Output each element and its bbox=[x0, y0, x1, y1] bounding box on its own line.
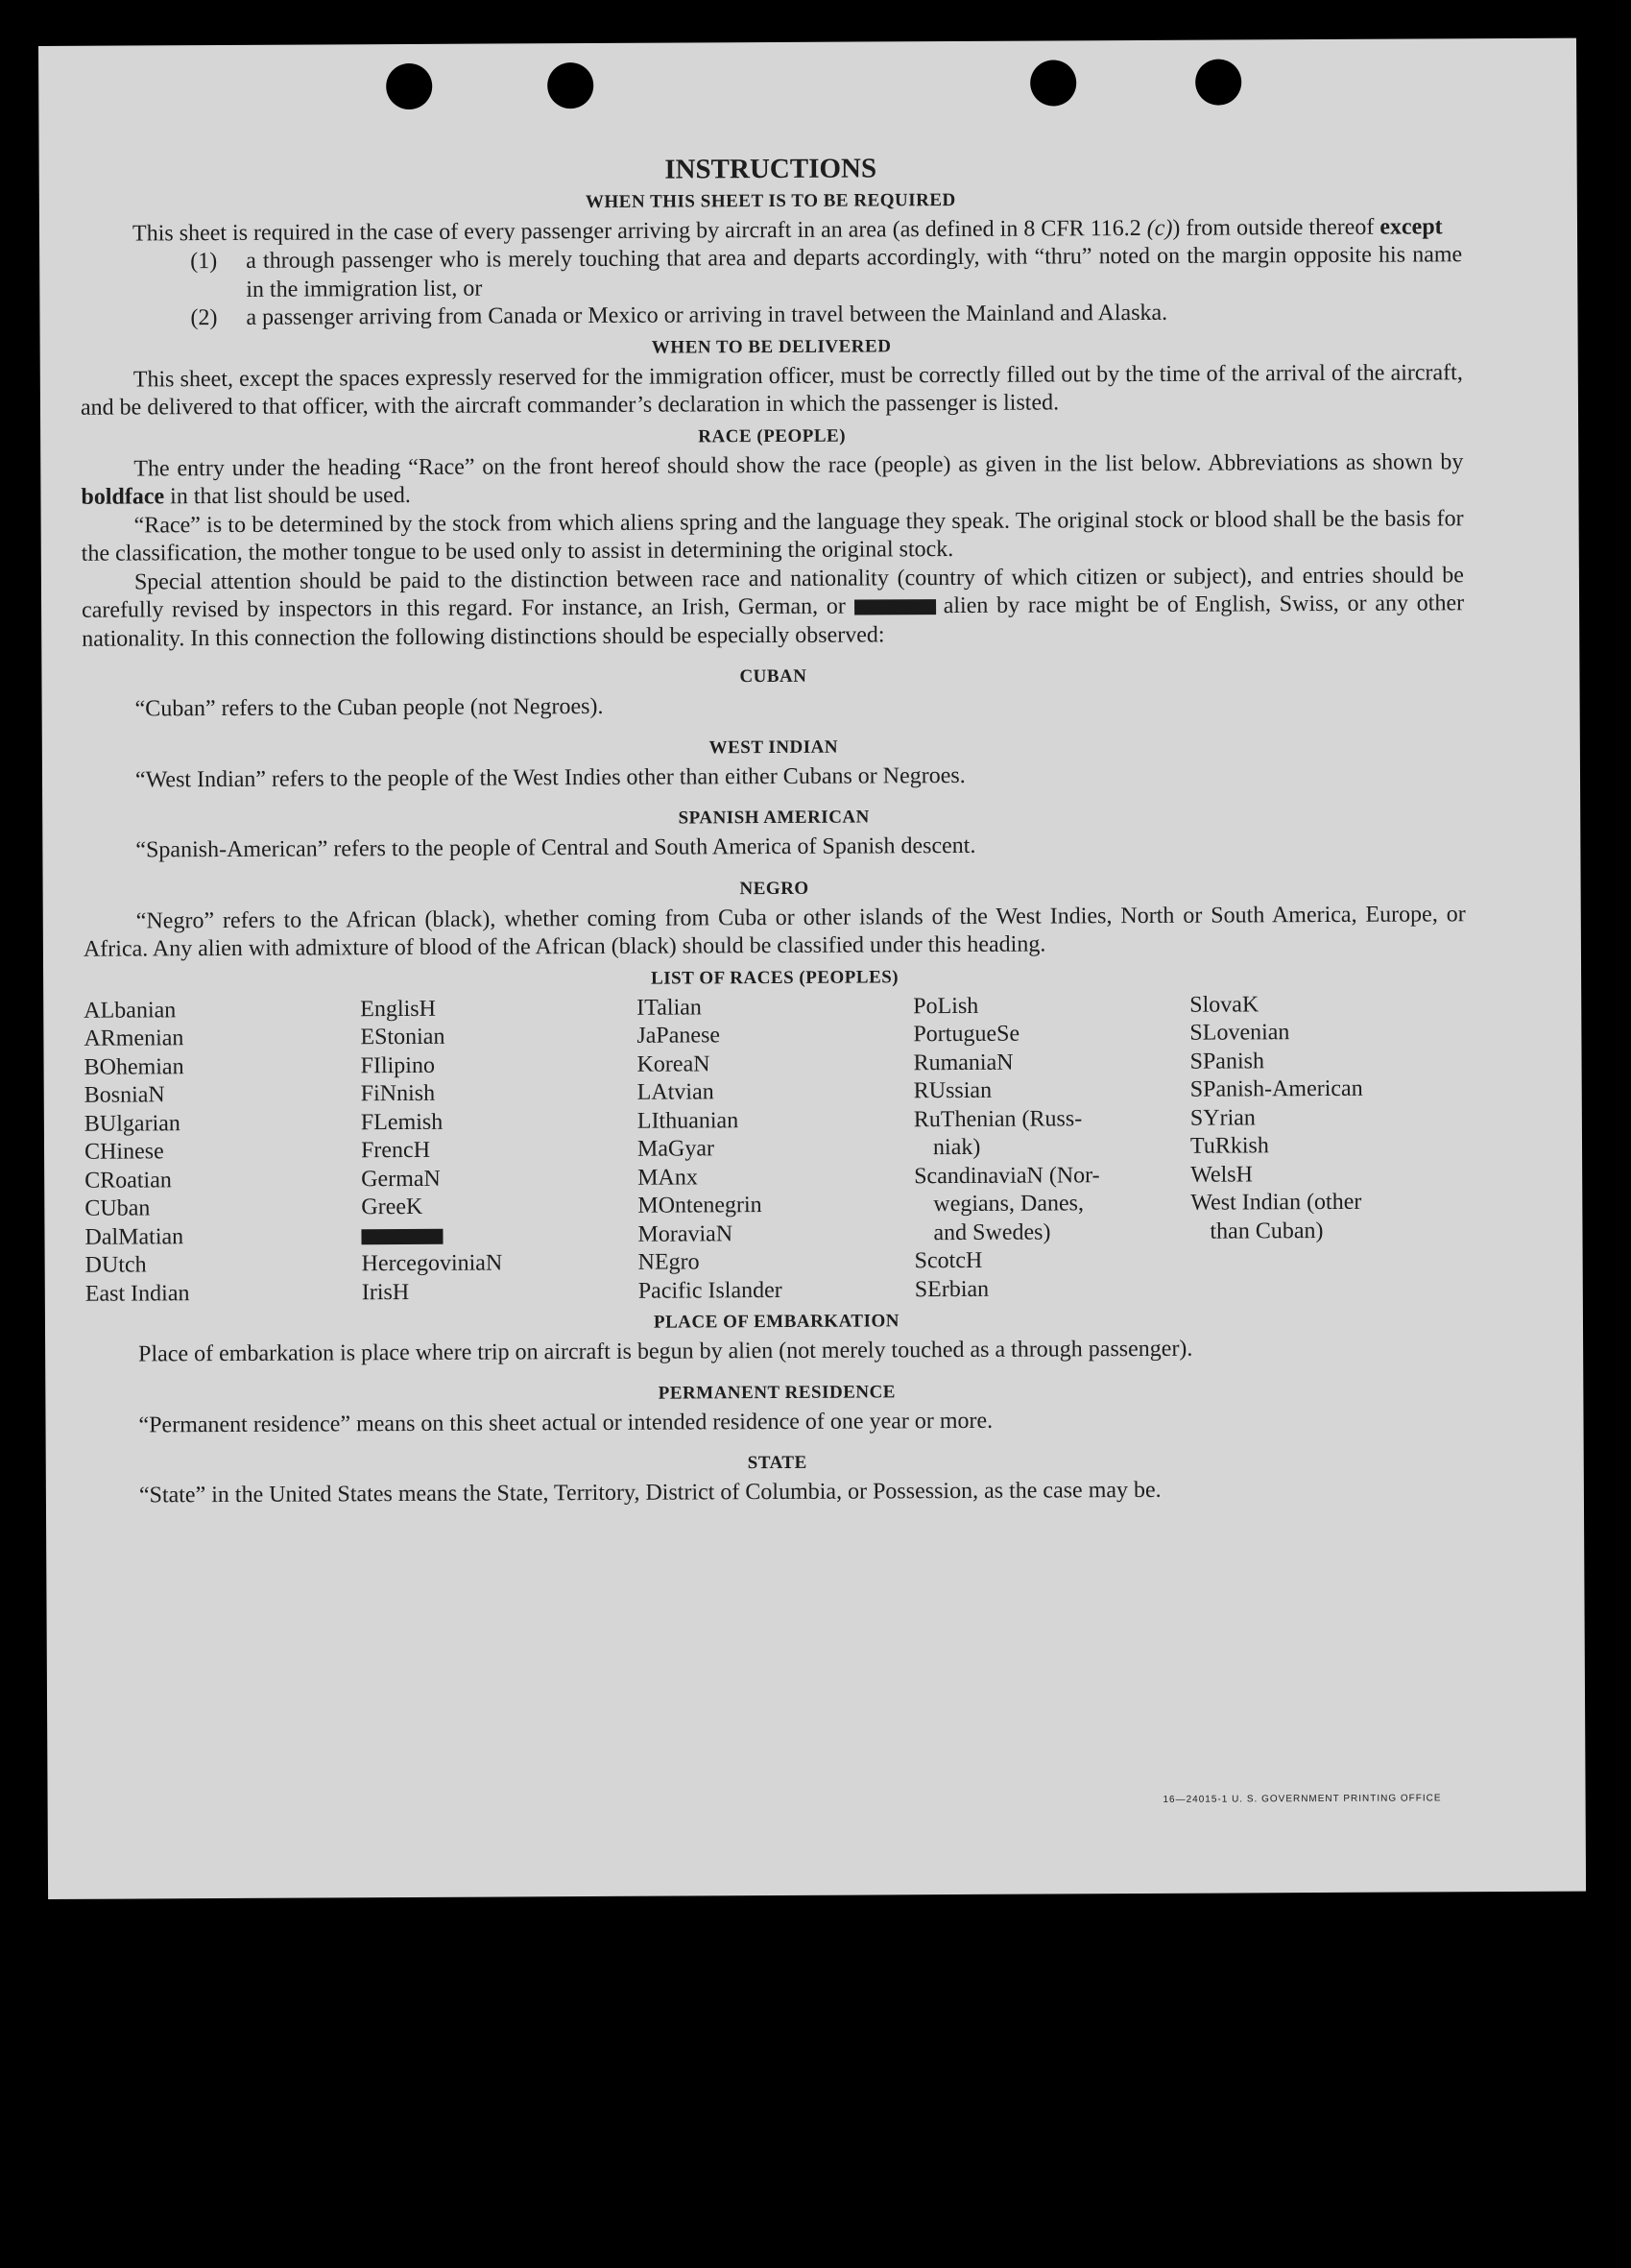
race-paragraph-2: “Race” is to be determined by the stock from which aliens spring and the language they speak. The original stock or blood shall be the basis for the classification, the mother tongue to be used only to assist in determining the original stock. bbox=[81, 505, 1464, 567]
race-column-5 bbox=[1189, 990, 1468, 1303]
race-entry: CUban bbox=[84, 1195, 151, 1221]
redaction-mark bbox=[361, 1228, 443, 1243]
heading-when-delivered: WHEN TO BE DELIVERED bbox=[651, 335, 892, 358]
punch-hole-3 bbox=[1030, 60, 1076, 106]
punch-hole-1 bbox=[386, 63, 432, 109]
heading-spanish-american: SPANISH AMERICAN bbox=[678, 807, 870, 829]
race-entry: PortugueSe bbox=[913, 1021, 1020, 1048]
heading-cuban: CUBAN bbox=[739, 665, 807, 688]
exception-item-2 bbox=[80, 298, 1462, 333]
heading-permanent-residence: PERMANENT RESIDENCE bbox=[658, 1381, 897, 1404]
heading-race: RACE (PEOPLE) bbox=[698, 425, 847, 446]
race-entry: MOntenegrin bbox=[637, 1193, 762, 1218]
race-paragraph-3: Special attention should be paid to the distinction between race and nationality (country of which citizen or subject), and entries should be carefully revised by inspectors in this regard. For instance, an Irish, German, or alien by race might be of English, Swiss, or any other nationality. In this connection the following distinctions should be especially observed: bbox=[82, 562, 1465, 652]
race-entry: MoraviaN bbox=[637, 1220, 733, 1247]
race-entry: West Indian (other than Cuban) bbox=[1190, 1189, 1362, 1244]
race-entry: FLemish bbox=[360, 1109, 444, 1135]
race-entry: FiNnish bbox=[360, 1080, 436, 1107]
race-entry: NEgro bbox=[637, 1249, 700, 1275]
west-indian-text: “West Indian” refers to the people of the West Indies other than either Cubans or Negroes. bbox=[134, 762, 966, 792]
race-entry: CRoatian bbox=[84, 1167, 172, 1194]
race-entry: DUtch bbox=[84, 1252, 147, 1278]
race-entry: BOhemian bbox=[84, 1053, 184, 1080]
race-entry: SPanish bbox=[1189, 1048, 1264, 1074]
heading-list-of-races: LIST OF RACES (PEOPLES) bbox=[651, 966, 899, 989]
race-entry: WelsH bbox=[1190, 1161, 1253, 1188]
race-paragraph-1: The entry under the heading “Race” on the front hereof should show the race (people) as given in the list below. Abbreviations as shown by boldface in that list should be used. bbox=[81, 448, 1464, 510]
race-entry: GermaN bbox=[361, 1166, 441, 1192]
race-entry: SlovaK bbox=[1189, 991, 1259, 1018]
race-entry: ITalian bbox=[636, 994, 702, 1021]
race-column-4 bbox=[913, 991, 1191, 1304]
embarkation-text: Place of embarkation is place where trip on aircraft is begun by alien (not merely touched as a through passenger). bbox=[138, 1336, 1193, 1367]
cuban-text: “Cuban” refers to the Cuban people (not Negroes). bbox=[134, 693, 604, 722]
punch-hole-2 bbox=[547, 62, 593, 109]
race-entry: HercegoviniaN bbox=[361, 1250, 503, 1277]
when-required-intro: This sheet is required in the case of every passenger arriving by aircraft in an area (as defined in 8 CFR 116.2 (c)) from outside thereof except bbox=[132, 213, 1443, 246]
race-entry: MaGyar bbox=[636, 1136, 715, 1162]
race-entry: SLovenian bbox=[1189, 1020, 1290, 1046]
race-entry: ALbanian bbox=[84, 997, 177, 1024]
heading-state: STATE bbox=[747, 1452, 807, 1474]
race-entry: FrencH bbox=[360, 1137, 431, 1164]
race-column-1 bbox=[84, 996, 362, 1309]
race-entry: GreeK bbox=[361, 1194, 423, 1220]
race-entry: ScandinaviaN (Nor- wegians, Danes, and Swedes) bbox=[914, 1162, 1100, 1245]
race-entry: MAnx bbox=[637, 1164, 698, 1191]
when-delivered-text: This sheet, except the spaces expressly reserved for the immigration officer, must be correctly filled out by the time of the arrival of the aircraft, and be delivered to that officer, with the aircraft commander’s declaration in which the passenger is listed. bbox=[80, 359, 1463, 421]
exception-number: (1) bbox=[190, 249, 218, 275]
race-entry: RumaniaN bbox=[913, 1050, 1014, 1075]
race-entry: EStonian bbox=[360, 1024, 445, 1050]
printing-office-footer: 16—24015-1 U. S. GOVERNMENT PRINTING OFFICE bbox=[1163, 1793, 1442, 1805]
race-entry: BUlgarian bbox=[84, 1110, 180, 1137]
race-entry bbox=[361, 1220, 637, 1250]
race-entry: SErbian bbox=[914, 1276, 990, 1302]
race-entry: PoLish bbox=[913, 993, 979, 1019]
race-entry: RUssian bbox=[913, 1077, 993, 1104]
race-entry: BosniaN bbox=[84, 1082, 165, 1108]
heading-negro: NEGRO bbox=[739, 878, 809, 899]
race-entry: JaPanese bbox=[636, 1023, 721, 1049]
negro-text: “Negro” refers to the African (black), whether coming from Cuba or other islands of the West Indies, North or South America, Europe, or Africa. Any alien with admixture of blood of the African (black) should be classified under this heading. bbox=[83, 901, 1466, 962]
race-entry: LIthuanian bbox=[636, 1107, 739, 1134]
race-column-3 bbox=[636, 993, 915, 1306]
document-sheet bbox=[38, 38, 1586, 1899]
race-column-2 bbox=[360, 994, 638, 1307]
redaction-mark bbox=[854, 599, 936, 615]
race-entry: TuRkish bbox=[1189, 1133, 1269, 1159]
punch-hole-4 bbox=[1195, 59, 1241, 105]
race-entry: Pacific Islander bbox=[637, 1277, 782, 1304]
race-list bbox=[84, 990, 1468, 1309]
race-entry: KoreaN bbox=[636, 1050, 710, 1077]
race-entry: RuThenian (Russ- niak) bbox=[913, 1105, 1083, 1161]
race-entry: ARmenian bbox=[84, 1025, 184, 1051]
race-entry: IrisH bbox=[361, 1279, 410, 1305]
heading-when-required: WHEN THIS SHEET IS TO BE REQUIRED bbox=[585, 189, 956, 212]
page-title: INSTRUCTIONS bbox=[664, 153, 877, 185]
race-entry: East Indian bbox=[84, 1280, 190, 1307]
state-text: “State” in the United States means the State, Territory, District of Columbia, or Possession, as the case may be. bbox=[138, 1477, 1162, 1508]
exception-text: a through passenger who is merely touching that area and departs accordingly, with “thru” noted on the margin opposite his name in the immigration list, or bbox=[246, 242, 1463, 302]
instructions-content bbox=[80, 152, 1469, 1510]
race-entry: CHinese bbox=[84, 1139, 164, 1165]
heading-embarkation: PLACE OF EMBARKATION bbox=[653, 1311, 899, 1333]
heading-west-indian: WEST INDIAN bbox=[708, 736, 839, 758]
race-entry: SYrian bbox=[1189, 1104, 1256, 1131]
race-entry: ScotcH bbox=[914, 1247, 983, 1274]
race-entry: EnglisH bbox=[360, 996, 436, 1022]
race-entry: LAtvian bbox=[636, 1079, 714, 1105]
permanent-residence-text: “Permanent residence” means on this sheet actual or intended residence of one year or more. bbox=[138, 1408, 994, 1437]
exception-number: (2) bbox=[190, 305, 218, 331]
race-entry: SPanish-American bbox=[1189, 1075, 1363, 1102]
spanish-american-text: “Spanish-American” refers to the people of Central and South America of Spanish descent. bbox=[135, 832, 976, 863]
race-entry: DalMatian bbox=[84, 1223, 184, 1250]
exception-text: a passenger arriving from Canada or Mexico or arriving in travel between the Mainland and Alaska. bbox=[246, 300, 1168, 330]
exception-item-1 bbox=[80, 241, 1462, 305]
race-entry: FIlipino bbox=[360, 1052, 435, 1078]
